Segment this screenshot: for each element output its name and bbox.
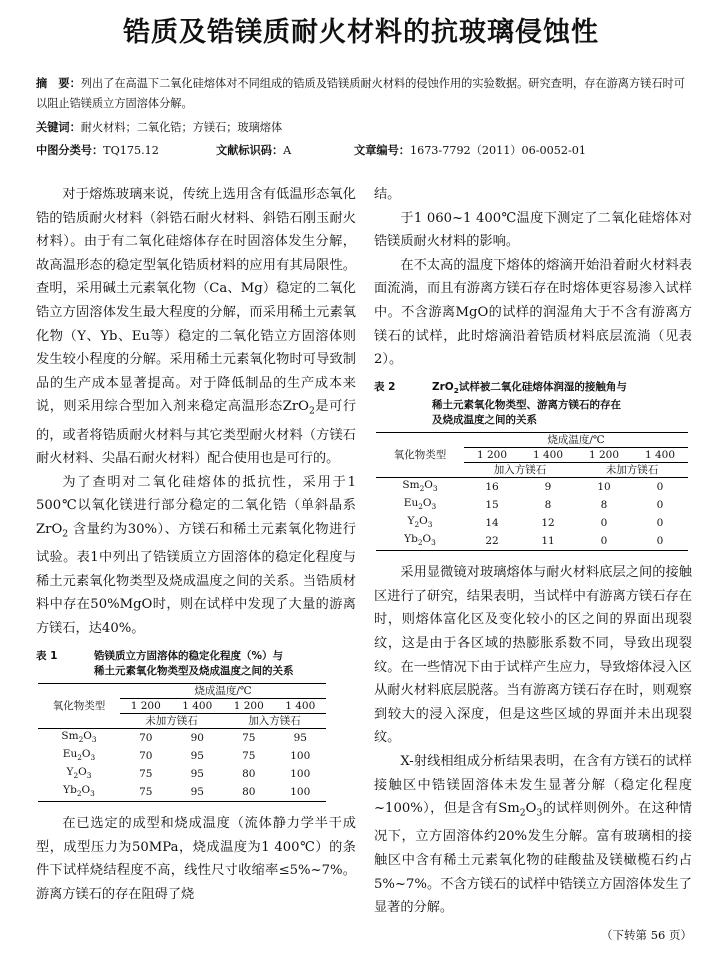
continued-note: （下转第 56 页） [601,927,692,942]
right-paragraph-4 [374,750,692,920]
value-cell: 70 [139,749,153,762]
value-cell: 12 [541,517,555,530]
value-cell: 0 [600,535,608,548]
left-paragraph-2 [36,471,356,641]
table-row [376,532,688,551]
value-cell: 100 [290,749,311,762]
oxide-part: Sm [402,478,420,491]
oxide-cell [376,532,464,551]
oxide-part: O [83,729,92,742]
left-column [36,183,356,906]
clc-value: TQ175.12 [103,144,159,157]
table1-header-oxide: 氧化物类型 [38,683,120,728]
oxide-part: 2 [73,770,79,780]
table2-header-oxide: 氧化物类型 [376,432,464,477]
oxide-cell [376,477,464,496]
left-paragraph-2-tail: 含量约为30%）、方镁石和稀土元素氧化物进行试验。表1中列出了锆镁质立方固溶体的稳定化程度与稀土元素氧化物类型及烧成温度之间的关系。当锆质材料中存在50%MgO时，则在试样中发现了大量的游离方镁石，达40%。 [36,521,356,636]
formula-sub: 2 [519,807,526,819]
table1-temp-header: 1 400 [172,698,224,713]
table2-number: 表 2 [374,380,396,393]
value-cell: 11 [541,535,555,548]
formula-sub: 3 [536,807,543,819]
oxide-part: 3 [90,752,96,762]
table2-temp-header: 1 400 [520,447,576,462]
oxide-part: Eu [62,747,78,760]
table2-temp-header: 1 200 [576,447,632,462]
table2-temp-header: 1 200 [464,447,520,462]
oxide-part: 2 [414,520,420,530]
formula-sub: 2 [62,528,69,540]
table1-header-temp: 烧成温度/℃ [120,683,326,698]
oxide-cell [38,747,120,765]
table-row [38,765,326,783]
value-cell: 8 [544,498,552,511]
abstract-text: 列出了在高温下二氧化硅熔体对不同组成的锆质及锆镁质耐火材料的侵蚀作用的实验数据。研究查明，存在游离方镁石时可以阻止锆镁质立方固溶体分解。 [36,77,685,110]
value-cell: 0 [656,498,664,511]
oxide-part: Y [66,765,74,778]
table1 [38,683,326,802]
oxide-part: O [422,496,432,509]
article-no-label: 文章编号： [354,144,410,157]
value-cell: 75 [242,731,256,744]
table1-temp-header: 1 200 [223,698,275,713]
oxide-part: 2 [418,502,423,512]
table2-group-a: 加入方镁石 [464,462,576,477]
doc-code-label: 文献标识码： [216,144,284,157]
value-cell: 70 [139,731,153,744]
value-cell: 95 [190,767,204,780]
oxide-part: O [424,478,433,491]
right-column [374,183,692,947]
oxide-part: O [81,783,91,796]
abstract [36,74,686,114]
oxide-cell [38,728,120,747]
article-title: 锆质及锆镁质耐火材料的抗玻璃侵蚀性 [123,17,599,48]
oxide-part: 2 [78,734,84,744]
abstract-label: 摘 要： [36,77,81,90]
table-row [376,514,688,532]
value-cell: 10 [597,480,611,493]
right-paragraph-1: 于1 060~1 400℃温度下测定了二氧化硅熔体对锆镁质耐火材料的影响。 [374,210,692,250]
article-no-value: 1673-7792（2011）06-0052-01 [409,144,587,157]
table1-number: 表 1 [36,649,58,662]
keywords [36,118,686,138]
keywords-text: 耐火材料；二氧化锆；方镁石；玻璃熔体 [80,121,283,134]
table-row [38,783,326,802]
oxide-part: 3 [431,502,437,512]
table1-caption-line1: 锆镁质立方固溶体的稳定化程度（%）与 [94,649,284,662]
table2-caption [374,380,692,428]
table1-temp-header: 1 200 [120,698,172,713]
oxide-part: O [422,533,432,546]
table2-temp-header: 1 400 [632,447,688,462]
right-paragraph-2: 在不太高的温度下熔体的熔滴开始沿着耐火材料表面流淌，而且有游离方镁石存在时熔体更容易渗入试样中。不含游离MgO的试样的润湿角大于不含有游离方镁石的试样，此时熔滴沿着锆质材料底层流淌（见表2）。 [374,257,692,368]
keywords-label: 关键词： [36,121,81,134]
classification-line [36,141,686,161]
value-cell: 0 [656,480,664,493]
value-cell: 100 [290,785,311,798]
table1-caption-line2: 稀土元素氧化物类型及烧成温度之间的关系 [94,664,294,677]
formula-base: Sm [498,801,520,817]
table1-caption [36,649,356,679]
sm2o3-formula [498,801,543,819]
oxide-cell [38,765,120,783]
formula-base: ZrO [36,521,63,537]
left-paragraph-1-tail: 是可行的，或者将锆质耐火材料与其它类型耐火材料（方镁石耐火材料、尖晶石耐火材料）配合使用也是可行的。 [36,399,357,467]
caption-text: 试样被二氧化硅熔体润湿的接触角与 [458,380,627,393]
oxide-part: Yb [63,783,77,796]
oxide-part: Y [407,515,415,528]
oxide-part: Sm [61,729,79,742]
oxide-part: O [81,747,91,760]
left-paragraph-1 [36,183,356,471]
value-cell: 95 [293,731,307,744]
oxide-part: O [419,515,428,528]
value-cell: 14 [485,517,499,530]
oxide-cell [376,514,464,532]
formula-sub: 2 [309,405,315,417]
caption-formula-base: ZrO [432,380,454,393]
oxide-part: 3 [91,734,97,744]
table1-group-b: 加入方镁石 [223,713,326,728]
value-cell: 8 [600,498,608,511]
table2-group-b: 未加方镁石 [576,462,688,477]
value-cell: 16 [485,480,499,493]
value-cell: 75 [242,749,256,762]
left-paragraph-3: 在已选定的成型和烧成温度（流体静力学半干成型，成型压力为50MPa，烧成温度为1 400℃）的条件下试样烧结程度不高，线性尺寸收缩率≤5%~7%。游离方镁石的存在阻碍了烧 [36,815,356,902]
table1-group-a: 未加方镁石 [120,713,223,728]
value-cell: 80 [242,767,256,780]
oxide-part: Yb [404,533,418,546]
value-cell: 22 [485,535,499,548]
value-cell: 15 [485,498,499,511]
caption-formula-sub: 2 [453,385,459,395]
table-row [376,477,688,496]
oxide-part: 3 [90,788,95,798]
table2-caption-line2: 稀土元素氧化物类型、游离方镁石的存在 [432,398,621,411]
oxide-part: 2 [76,788,82,798]
oxide-part: 2 [77,752,82,762]
value-cell: 0 [600,517,608,530]
doc-code-value: A [283,144,292,157]
value-cell: 75 [139,785,153,798]
value-cell: 0 [656,535,664,548]
table1-temp-header: 1 400 [275,698,327,713]
value-cell: 95 [190,749,204,762]
right-paragraph-4-text: X-射线相组成分析结果表明，在含有方镁石的试样接触区中锆镁固溶体未发生显著分解（稳定化程度~100%），但是含有 [374,753,692,817]
oxide-part: 2 [419,483,425,493]
left-paragraph-1-text: 对于熔炼玻璃来说，传统上选用含有低温形态氧化锆的锆质耐火材料（斜锆石耐火材料、斜锆石刚玉耐火材料）。由于有二氧化硅熔体存在时固溶体发生分解，故高温形态的稳定型氧化锆质材料的应用有其局限性。查明，采用碱土元素氧化物（Ca、Mg）稳定的二氧化锆立方固溶体发生最大程度的分解，而采用稀土元素氧化物（Y、Yb、Eu等）稳定的二氧化锆立方固溶体则发生较小程度的分解。采用稀土元素氧化物时可导致制品的生产成本显著提高。对于降低制品的生产成本来说，则采用综合型加入剂来稳定高温形态 [36,187,356,415]
value-cell: 9 [544,480,552,493]
oxide-cell [38,783,120,802]
table-row [38,728,326,747]
right-paragraph-4-tail: 的试样则例外。在这种情况下，立方固溶体约20%发生分解。富有玻璃相的接触区中含有稀土元素氧化物的硅酸盐及镁橄榄石约占5%~7%。不含方镁石的试样中锆镁立方固溶体发生了显著的分解。 [374,801,692,916]
oxide-cell [376,496,464,514]
table2 [376,432,688,551]
table2-caption-line3: 及烧成温度之间的关系 [432,413,537,426]
table-row [376,496,688,514]
oxide-part: O [78,765,87,778]
value-cell: 95 [190,785,204,798]
value-cell: 80 [242,785,256,798]
value-cell: 100 [290,767,311,780]
formula-o: O [525,801,537,817]
left-paragraph-2-text: 为了查明对二氧化硅熔体的抵抗性，采用于1 500℃以氧化镁进行部分稳定的二氧化锆（单斜晶系 [36,474,356,514]
table-row [38,747,326,765]
oxide-part: 3 [431,538,436,548]
table2-caption-line1 [432,381,627,393]
table2-header-temp: 烧成温度/℃ [464,432,688,447]
clc-label: 中图分类号： [36,144,104,157]
right-paragraph-0: 结。 [374,187,401,202]
value-cell: 75 [139,767,153,780]
zro2-formula [282,399,315,417]
right-paragraph-3: 采用显微镜对玻璃熔体与耐火材料底层之间的接触区进行了研究，结果表明，当试样中有游离方镁石存在时，则熔体富化区及变化较小的区之间的界面出现裂纹，这是由于各区域的热膨胀系数不同，导致出现裂纹。在一些情况下由于试样产生应力，导致熔体浸入区从耐火材料底层脱落。当有游离方镁石存在时，则观察到较大的浸入深度，但是这些区域的界面并未出现裂纹。 [374,565,692,746]
oxide-part: 2 [417,538,423,548]
zro2-formula [36,521,69,540]
formula-base: ZrO [282,399,309,415]
oxide-part: 3 [86,770,92,780]
oxide-part: 3 [427,520,433,530]
oxide-part: 3 [432,483,438,493]
value-cell: 0 [656,517,664,530]
value-cell: 90 [190,731,204,744]
oxide-part: Eu [403,496,419,509]
